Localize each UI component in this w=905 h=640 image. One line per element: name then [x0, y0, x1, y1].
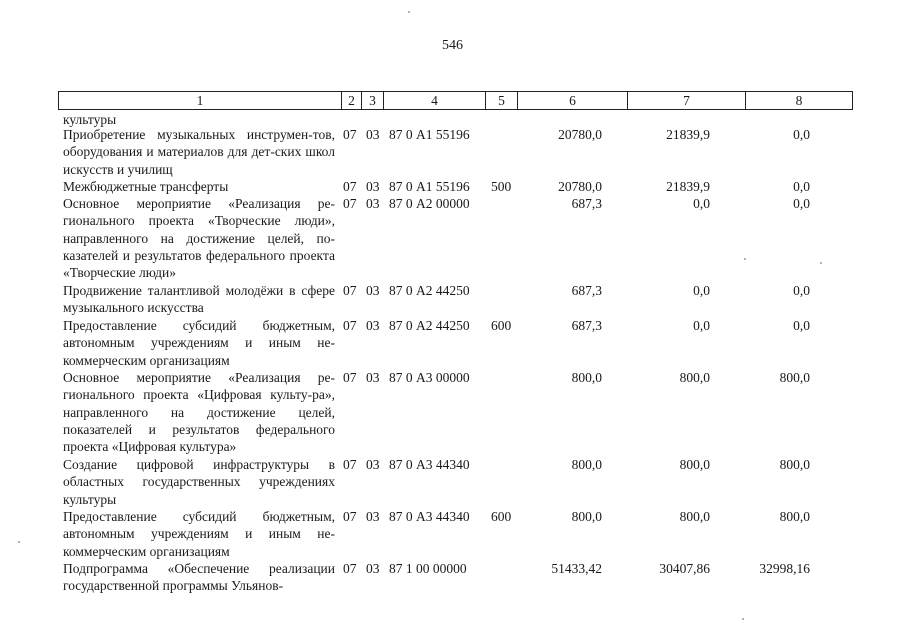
column-header-1: 1 [59, 92, 342, 110]
subsection-code: 03 [366, 457, 380, 472]
amount-col-8: 32998,16 [759, 561, 810, 576]
column-header-7: 7 [628, 92, 746, 110]
amount-col-7: 0,0 [693, 196, 710, 211]
row-name: Создание цифровой инфраструктуры в областных государственных учреждениях культуры [63, 457, 335, 507]
table-row [0, 282, 905, 317]
section-code: 07 [343, 127, 357, 142]
scan-speck [744, 258, 746, 260]
subsection-code: 03 [366, 561, 380, 576]
row-name: Подпрограмма «Обеспечение реализации государственной программы Ульянов- [63, 561, 335, 594]
target-article-code: 87 0 А1 55196 [389, 127, 470, 142]
row-name: Предоставление субсидий бюджетным, автономным учреждениям и иным не-коммерческим организациям [63, 509, 335, 559]
column-header-row [58, 91, 853, 110]
target-article-code: 87 0 А2 44250 [389, 318, 470, 333]
page-number: 546 [442, 38, 463, 53]
target-article-code: 87 0 А1 55196 [389, 179, 470, 194]
amount-col-6: 687,3 [571, 196, 602, 211]
amount-col-6: 20780,0 [558, 127, 602, 142]
section-code: 07 [343, 457, 357, 472]
target-article-code: 87 0 А2 00000 [389, 196, 470, 211]
section-code: 07 [343, 318, 357, 333]
amount-col-7: 0,0 [693, 318, 710, 333]
section-code: 07 [343, 196, 357, 211]
amount-col-7: 0,0 [693, 283, 710, 298]
budget-table-body [0, 112, 905, 595]
table-row [0, 560, 905, 595]
amount-col-8: 800,0 [779, 370, 810, 385]
section-code: 07 [343, 561, 357, 576]
column-header-2: 2 [342, 92, 362, 110]
row-name: Межбюджетные трансферты [63, 179, 229, 194]
table-row [0, 456, 905, 508]
row-name: Предоставление субсидий бюджетным, автономным учреждениям и иным не-коммерческим организациям [63, 318, 335, 368]
row-name: Основное мероприятие «Реализация ре-гионального проекта «Творческие люди», направленного на достижение целей, по-казателей и результатов федерального проекта «Творческие люди» [63, 196, 335, 281]
scan-speck [820, 262, 822, 264]
amount-col-7: 800,0 [679, 370, 710, 385]
amount-col-7: 30407,86 [659, 561, 710, 576]
amount-col-6: 51433,42 [551, 561, 602, 576]
section-code: 07 [343, 370, 357, 385]
amount-col-8: 0,0 [793, 179, 810, 194]
amount-col-7: 21839,9 [666, 179, 710, 194]
target-article-code: 87 0 А2 44250 [389, 283, 470, 298]
subsection-code: 03 [366, 127, 380, 142]
amount-col-8: 0,0 [793, 283, 810, 298]
scan-speck [742, 618, 744, 620]
subsection-code: 03 [366, 509, 380, 524]
subsection-code: 03 [366, 179, 380, 194]
column-header-6: 6 [518, 92, 628, 110]
table-row [0, 195, 905, 282]
amount-col-6: 800,0 [571, 509, 602, 524]
column-header-8: 8 [746, 92, 853, 110]
continued-text: культуры [63, 112, 117, 127]
subsection-code: 03 [366, 318, 380, 333]
section-code: 07 [343, 283, 357, 298]
amount-col-6: 687,3 [571, 318, 602, 333]
amount-col-8: 800,0 [779, 509, 810, 524]
table-row [0, 508, 905, 560]
column-header-3: 3 [362, 92, 384, 110]
table-row [0, 178, 905, 195]
scan-speck [18, 541, 20, 543]
amount-col-8: 0,0 [793, 127, 810, 142]
table-row [0, 369, 905, 456]
table-row [0, 317, 905, 369]
expense-type-code: 600 [491, 509, 512, 524]
target-article-code: 87 0 А3 00000 [389, 370, 470, 385]
column-header-4: 4 [384, 92, 486, 110]
row-name: Приобретение музыкальных инструмен-тов, оборудования и материалов для дет-ских школ искусств и училищ [63, 127, 335, 177]
subsection-code: 03 [366, 283, 380, 298]
continued-row [0, 112, 905, 126]
amount-col-8: 0,0 [793, 196, 810, 211]
amount-col-8: 0,0 [793, 318, 810, 333]
row-name: Продвижение талантливой молодёжи в сфере музыкального искусства [63, 283, 335, 316]
amount-col-6: 20780,0 [558, 179, 602, 194]
section-code: 07 [343, 179, 357, 194]
scan-speck [408, 11, 410, 13]
amount-col-6: 687,3 [571, 283, 602, 298]
subsection-code: 03 [366, 370, 380, 385]
row-name: Основное мероприятие «Реализация ре-гионального проекта «Цифровая культу-ра», направленного на достижение целей, показателей и результатов федерального проекта «Цифровая культура» [63, 370, 335, 455]
target-article-code: 87 0 А3 44340 [389, 457, 470, 472]
subsection-code: 03 [366, 196, 380, 211]
target-article-code: 87 0 А3 44340 [389, 509, 470, 524]
section-code: 07 [343, 509, 357, 524]
amount-col-8: 800,0 [779, 457, 810, 472]
target-article-code: 87 1 00 00000 [389, 561, 467, 576]
expense-type-code: 500 [491, 179, 512, 194]
amount-col-7: 800,0 [679, 509, 710, 524]
amount-col-7: 800,0 [679, 457, 710, 472]
column-header-5: 5 [486, 92, 518, 110]
table-row [0, 126, 905, 178]
amount-col-6: 800,0 [571, 370, 602, 385]
amount-col-6: 800,0 [571, 457, 602, 472]
expense-type-code: 600 [491, 318, 512, 333]
amount-col-7: 21839,9 [666, 127, 710, 142]
